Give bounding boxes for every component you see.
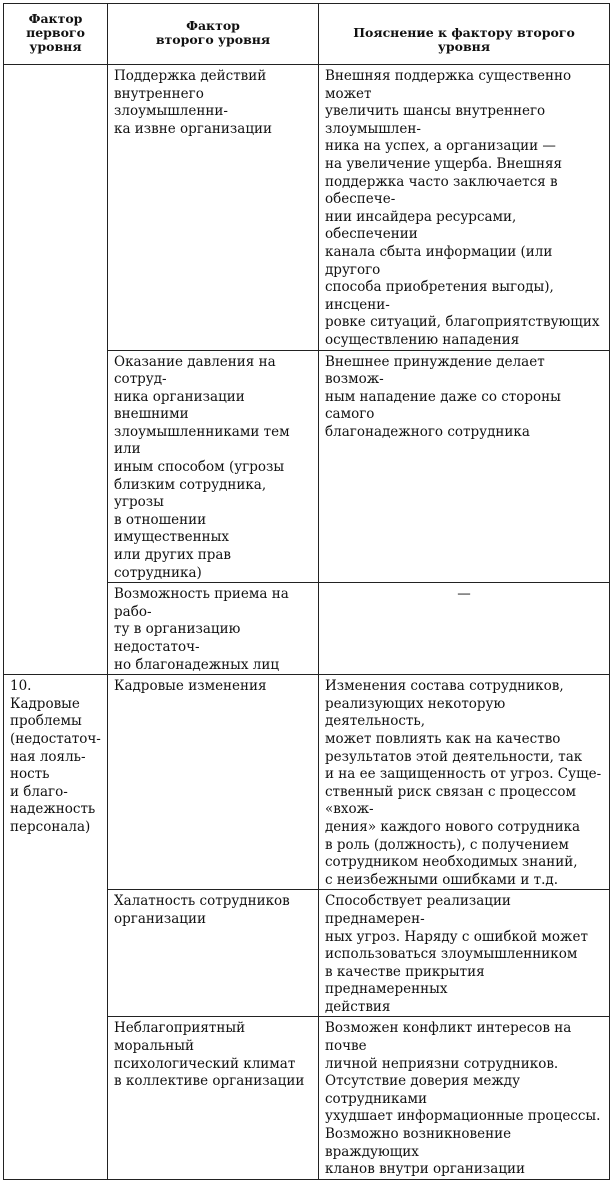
table-header-row xyxy=(4,4,610,65)
table-row xyxy=(4,65,610,351)
explanation-text: Внешнее принуждение делает возмож- ным нападение даже со стороны самого благонадежного сотрудника xyxy=(325,353,561,440)
factor2-cell xyxy=(108,350,319,583)
explanation-cell xyxy=(319,675,610,890)
factor2-text: Халатность сотрудников организации xyxy=(114,893,290,927)
factor2-text: Возможность приема на рабо- ту в организацию недостаточ- но благонадежных лиц xyxy=(114,586,289,673)
explanation-cell xyxy=(319,583,610,675)
factor2-cell xyxy=(108,583,319,675)
factor2-cell xyxy=(108,65,319,351)
explanation-text: Способствует реализации преднамерен- ных угроз. Наряду с ошибкой может использоваться злоумышленником в качестве прикрытия преднамеренных действия xyxy=(325,893,588,1015)
factor1-cell xyxy=(4,675,108,1180)
factor1-cell xyxy=(4,65,108,675)
factor2-text: Поддержка действий внутреннего злоумышленни- ка извне организации xyxy=(114,68,272,137)
factor2-text: Оказание давления на сотруд- ника организации внешними злоумышленниками тем или иным способом (угрозы близким сотрудника, угрозы в отношении имущественных или других прав сотрудника) xyxy=(114,353,290,581)
header-explanation xyxy=(319,4,610,65)
explanation-text: Возможен конфликт интересов на почве личной неприязни сотрудников. Отсутствие доверия между сотрудниками ухудшает информационные процессы. Возможно возникновение враждующих кланов внутри организации xyxy=(325,1020,601,1178)
table-row xyxy=(4,675,610,890)
factors-table xyxy=(3,3,610,1180)
header-col1-text: Фактор первого уровня xyxy=(26,11,85,54)
explanation-text: Внешняя поддержка существенно может увеличить шансы внутреннего злоумышлен- ника на успех, а организации — на увеличение ущерба. Внешняя поддержка часто заключается в обеспече- нии инсайдера ресурсами, обеспечении канала сбыта информации (или другого способа приобретения выгоды), инсцени- ровке ситуаций, благоприятствующих осуществлению нападения xyxy=(325,68,600,348)
factor1-text xyxy=(4,65,107,68)
header-col3-text: Пояснение к фактору второго уровня xyxy=(353,25,575,54)
factor2-cell xyxy=(108,890,319,1017)
header-factor-second-level xyxy=(108,4,319,65)
factor2-text: Неблагоприятный моральный психологический климат в коллективе организации xyxy=(114,1020,305,1090)
explanation-cell xyxy=(319,1017,610,1179)
explanation-cell xyxy=(319,890,610,1017)
explanation-text: Изменения состава сотрудников, реализующих некоторую деятельность, может повлиять как на качество результатов этой деятельности, так и на ее защищенность от угроз. Суще- ственный риск связан с процессом «вхож- дения» каждого нового сотрудника в роль (должность), с получением сотрудником необходимых знаний, с неизбежными ошибками и т.д. xyxy=(325,678,602,888)
explanation-cell xyxy=(319,65,610,351)
factor2-cell xyxy=(108,1017,319,1179)
explanation-cell xyxy=(319,350,610,583)
factor2-cell xyxy=(108,675,319,890)
explanation-text: — xyxy=(457,586,471,603)
header-factor-first-level xyxy=(4,4,108,65)
header-col2-text: Фактор второго уровня xyxy=(155,18,271,47)
factor2-text: Кадровые изменения xyxy=(114,678,267,695)
factor1-text: 10. Кадровые проблемы (недостаточ- ная лояль- ность и благо- надежность персонала) xyxy=(10,678,101,835)
